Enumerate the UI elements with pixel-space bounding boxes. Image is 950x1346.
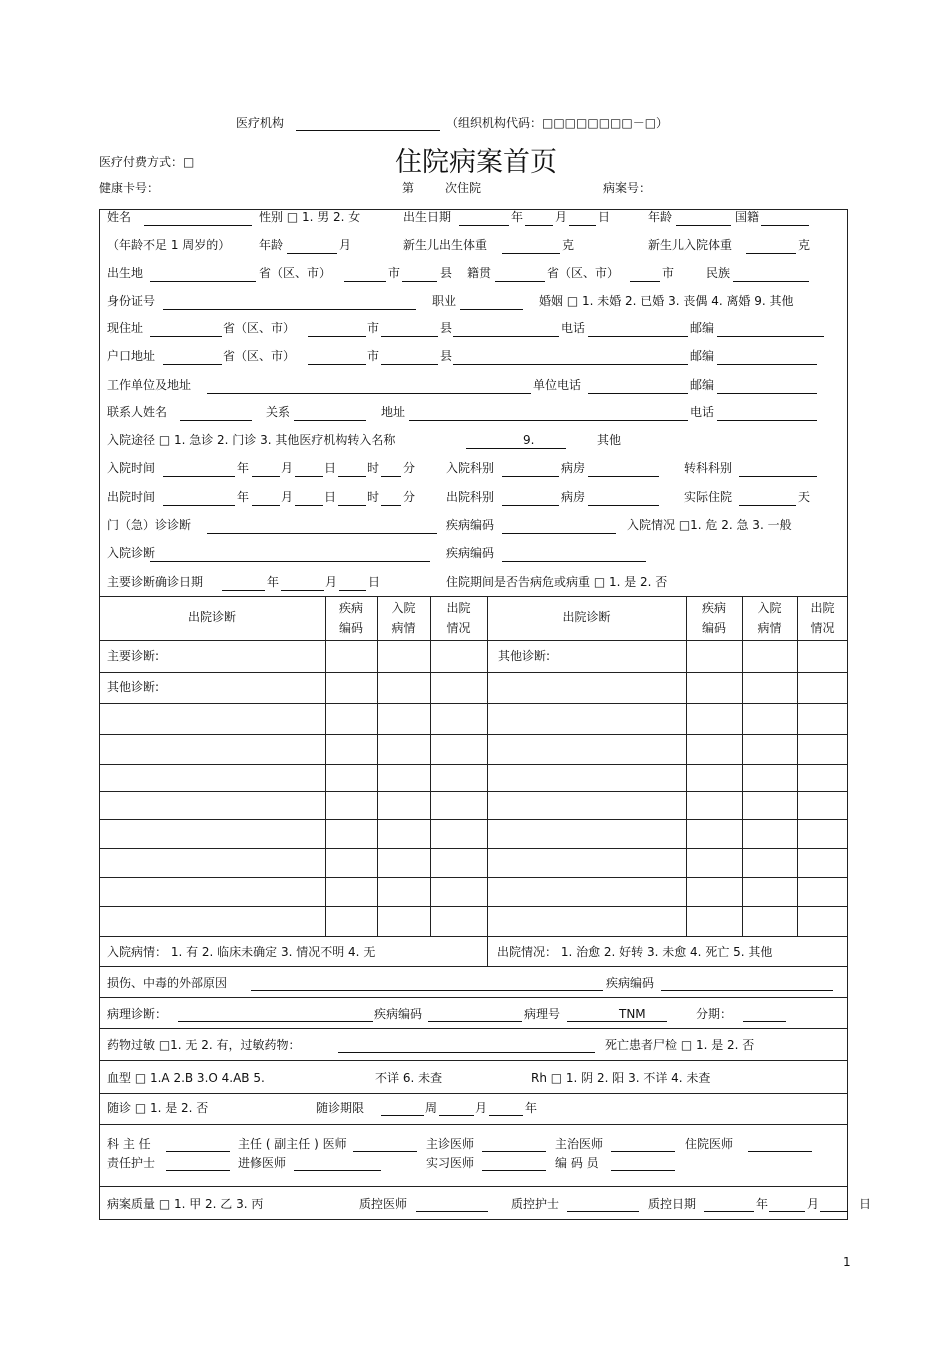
section-divider	[99, 1028, 848, 1029]
injury-code-label: 疾病编码	[606, 976, 655, 990]
table-bottom-line	[99, 966, 848, 967]
hukou-detail-field[interactable]	[453, 364, 688, 365]
discharge-dept-label: 出院科别	[446, 490, 495, 504]
main-dx-day-field[interactable]	[339, 590, 366, 591]
year-unit5: 年	[267, 575, 280, 589]
out-status-legend: 出院情况： 1. 治愈 2. 好转 3. 未愈 4. 死亡 5. 其他	[497, 945, 773, 959]
marital-options[interactable]: 婚姻 □ 1. 未婚 2. 已婚 3. 丧偶 4. 离婚 9. 其他	[539, 294, 794, 308]
contact-address-label: 地址	[381, 405, 406, 419]
rh-options[interactable]: Rh □ 1. 阴 2. 阳 3. 不详 4. 未查	[531, 1071, 711, 1085]
hour-unit: 时	[367, 461, 380, 475]
day-unit: 日	[598, 210, 611, 224]
address-province-field[interactable]	[150, 336, 222, 337]
hukou-county-field[interactable]	[381, 364, 438, 365]
health-card-label: 健康卡号：	[99, 181, 160, 195]
intern-physician-label: 实习医师	[426, 1156, 475, 1170]
day-unit7: 日	[859, 1197, 872, 1211]
blood-type-options[interactable]: 血型 □ 1.A 2.B 3.O 4.AB 5.	[107, 1071, 265, 1085]
attending-physician-label: 主诊医师	[426, 1137, 475, 1151]
current-address-label: 现住址	[107, 321, 144, 335]
hukou-province-field[interactable]	[163, 364, 222, 365]
table-row-line	[99, 672, 848, 673]
blood-type-unknown: 不详 6. 未查	[375, 1071, 443, 1085]
dept-head-label: 科 主 任	[107, 1137, 151, 1151]
address-detail-field[interactable]	[453, 336, 559, 337]
main-dx-month-field[interactable]	[281, 590, 324, 591]
critical-options[interactable]: 住院期间是否告病危或病重 □ 1. 是 2. 否	[446, 575, 668, 589]
discharge-dept-field[interactable]	[502, 505, 559, 506]
year-unit3: 年	[237, 461, 250, 475]
main-dx-cell[interactable]: 主要诊断:	[107, 649, 160, 663]
table-row-line	[99, 764, 848, 765]
col-header-admit-status: 入院	[391, 601, 416, 615]
institution-label: 医疗机构	[236, 116, 285, 130]
attending-physician-field[interactable]	[482, 1151, 546, 1152]
record-quality-options[interactable]: 病案质量 □ 1. 甲 2. 乙 3. 丙	[107, 1197, 264, 1211]
month-unit5: 月	[325, 575, 338, 589]
intern-physician-field[interactable]	[482, 1170, 546, 1171]
follow-up-months-field[interactable]	[439, 1115, 474, 1116]
main-dx-year-field[interactable]	[222, 590, 265, 591]
birth-city-field[interactable]	[344, 281, 386, 282]
pathology-code-field[interactable]	[428, 1021, 522, 1022]
chief-physician-field[interactable]	[353, 1151, 417, 1152]
work-unit-label: 工作单位及地址	[107, 378, 192, 392]
age-label: 年龄	[648, 210, 673, 224]
postcode-label2: 邮编	[690, 349, 715, 363]
injury-cause-label: 损伤、中毒的外部原因	[107, 976, 228, 990]
qc-month-field[interactable]	[769, 1211, 805, 1212]
follow-up-options[interactable]: 随诊 □ 1. 是 2. 否	[107, 1101, 209, 1115]
contact-address-field[interactable]	[409, 420, 688, 421]
dept-head-field[interactable]	[166, 1151, 230, 1152]
col-header-discharge-dx-right: 出院诊断	[562, 610, 611, 624]
admit-day-field[interactable]	[295, 476, 323, 477]
admit-dx-label: 入院诊断	[107, 546, 156, 560]
discharge-ward-field[interactable]	[588, 505, 659, 506]
route-option-9: 9.	[523, 433, 535, 447]
qc-date-label: 质控日期	[648, 1197, 697, 1211]
city-label: 市	[388, 266, 401, 280]
admit-year-field[interactable]	[163, 476, 235, 477]
contact-name-label: 联系人姓名	[107, 405, 168, 419]
admit-dept-field[interactable]	[502, 476, 559, 477]
follow-up-years-field[interactable]	[489, 1115, 523, 1116]
birthplace-field[interactable]	[150, 281, 256, 282]
ward-label2: 病房	[561, 490, 586, 504]
nationality-field[interactable]	[761, 225, 809, 226]
outpatient-dx-field[interactable]	[207, 533, 437, 534]
day-unit4: 日	[324, 490, 337, 504]
ethnicity-label: 民族	[706, 266, 731, 280]
col-header-code: 编码	[338, 621, 363, 635]
minute-unit2: 分	[403, 490, 416, 504]
admit-dx-code-field[interactable]	[502, 561, 646, 562]
payment-method[interactable]: 医疗付费方式：□	[99, 155, 195, 169]
qc-nurse-label: 质控护士	[511, 1197, 560, 1211]
responsible-nurse-field[interactable]	[166, 1170, 230, 1171]
age-field[interactable]	[676, 225, 731, 226]
contact-phone-field[interactable]	[717, 420, 817, 421]
table-row-line	[99, 703, 848, 704]
year-unit4: 年	[237, 490, 250, 504]
province-label2: 省（区、市）	[547, 266, 620, 280]
newborn-birth-weight-label: 新生儿出生体重	[403, 238, 488, 252]
province-label3: 省（区、市）	[223, 321, 296, 335]
page-number: 1	[843, 1255, 851, 1269]
table-col-line	[487, 596, 488, 966]
admit-time-label: 入院时间	[107, 461, 156, 475]
transfer-institution-field[interactable]	[466, 448, 566, 449]
other-dx-cell[interactable]: 其他诊断:	[107, 680, 160, 694]
day-count-unit: 天	[798, 490, 811, 504]
year-unit7: 年	[756, 1197, 769, 1211]
col-header-code-right: 疾病	[701, 601, 726, 615]
responsible-nurse-label: 责任护士	[107, 1156, 156, 1170]
form-border	[99, 209, 848, 1220]
other-dx-cell-right[interactable]: 其他诊断:	[498, 649, 551, 663]
injury-cause-field[interactable]	[251, 990, 603, 991]
outpatient-dx-label: 门（急）诊诊断	[107, 518, 192, 532]
sex-options[interactable]: 性别 □ 1. 男 2. 女	[259, 210, 361, 224]
work-phone-field[interactable]	[588, 393, 688, 394]
discharge-minute-field[interactable]	[381, 505, 401, 506]
pathology-number-field[interactable]	[567, 1021, 667, 1022]
month-unit6: 月	[475, 1101, 488, 1115]
ethnicity-field[interactable]	[733, 281, 809, 282]
qc-doctor-field[interactable]	[416, 1211, 488, 1212]
qc-nurse-field[interactable]	[567, 1211, 639, 1212]
allergy-drug-field[interactable]	[338, 1052, 595, 1053]
visiting-physician-label: 进修医师	[238, 1156, 287, 1170]
contact-name-field[interactable]	[180, 420, 252, 421]
admit-status-legend: 入院病情： 1. 有 2. 临床未确定 3. 情况不明 4. 无	[107, 945, 376, 959]
org-code-label: （组织机构代码：□□□□□□□□－□）	[446, 116, 669, 130]
admit-hour-field[interactable]	[338, 476, 366, 477]
col-header-admit-status-right: 病情	[757, 621, 782, 635]
section-divider	[99, 1093, 848, 1094]
table-col-line	[686, 596, 687, 936]
discharge-hour-field[interactable]	[338, 505, 366, 506]
month-unit4: 月	[281, 490, 294, 504]
admit-month-field[interactable]	[252, 476, 280, 477]
ward-label: 病房	[561, 461, 586, 475]
admit-condition-options[interactable]: 入院情况 □1. 危 2. 急 3. 一般	[627, 518, 792, 532]
col-header-out-status: 出院	[446, 601, 471, 615]
admission-route-options[interactable]: 入院途径 □ 1. 急诊 2. 门诊 3. 其他医疗机构转入名称	[107, 433, 396, 447]
section-divider	[99, 1186, 848, 1187]
dx-code-label2: 疾病编码	[446, 546, 495, 560]
table-row-line	[99, 819, 848, 820]
transfer-dept-field[interactable]	[739, 476, 817, 477]
birthplace-label: 出生地	[107, 266, 144, 280]
col-header-code: 疾病	[338, 601, 363, 615]
postcode-field[interactable]	[717, 336, 824, 337]
dx-code-label: 疾病编码	[446, 518, 495, 532]
col-header-discharge-dx: 出院诊断	[187, 610, 236, 624]
discharge-month-field[interactable]	[252, 505, 280, 506]
discharge-year-field[interactable]	[163, 505, 235, 506]
week-unit: 周	[425, 1101, 438, 1115]
address-city-field[interactable]	[308, 336, 366, 337]
newborn-admit-weight-label: 新生儿入院体重	[648, 238, 733, 252]
resident-physician-label: 住院医师	[685, 1137, 734, 1151]
month-unit7: 月	[807, 1197, 820, 1211]
follow-up-limit-label: 随诊期限	[316, 1101, 365, 1115]
table-col-line	[325, 596, 326, 936]
col-header-out-status: 情况	[446, 621, 471, 635]
relation-label: 关系	[266, 405, 291, 419]
hukou-city-field[interactable]	[308, 364, 366, 365]
chief-physician-label: 主任 ( 副主任 ) 医师	[238, 1137, 347, 1151]
id-number-label: 身份证号	[107, 294, 156, 308]
transfer-dept-label: 转科科别	[684, 461, 733, 475]
day-unit5: 日	[368, 575, 381, 589]
table-col-line	[797, 596, 798, 936]
newborn-admit-weight-field[interactable]	[746, 253, 796, 254]
table-row-line	[99, 734, 848, 735]
infant-age-label: （年龄不足 1 周岁的）	[107, 238, 231, 252]
nationality-label: 国籍	[735, 210, 760, 224]
province-label4: 省（区、市）	[223, 349, 296, 363]
name-label: 姓名	[107, 210, 132, 224]
newborn-birth-weight-field[interactable]	[502, 253, 560, 254]
birth-label: 出生日期	[403, 210, 452, 224]
coder-label: 编 码 员	[555, 1156, 599, 1170]
pathology-dx-field[interactable]	[178, 1021, 373, 1022]
native-city-field[interactable]	[630, 281, 660, 282]
qc-day-field[interactable]	[820, 1211, 848, 1212]
actual-stay-label: 实际住院	[684, 490, 733, 504]
year-unit6: 年	[525, 1101, 538, 1115]
occupation-label: 职业	[432, 294, 457, 308]
page-title: 住院病案首页	[395, 147, 557, 178]
col-header-admit-status-right: 入院	[757, 601, 782, 615]
pathology-dx-label: 病理诊断：	[107, 1007, 168, 1021]
day-unit3: 日	[324, 461, 337, 475]
col-header-code-right: 编码	[701, 621, 726, 635]
admission-count-prefix: 第	[402, 181, 415, 195]
gram-unit: 克	[562, 238, 575, 252]
stage-label: 分期：	[696, 1007, 733, 1021]
work-postcode-field[interactable]	[717, 393, 817, 394]
native-place-label: 籍贯	[467, 266, 492, 280]
work-unit-field[interactable]	[207, 393, 531, 394]
id-number-field[interactable]	[163, 309, 416, 310]
province-label: 省（区、市）	[259, 266, 332, 280]
col-header-out-status-right: 出院	[810, 601, 835, 615]
table-col-line	[377, 596, 378, 936]
discharge-time-label: 出院时间	[107, 490, 156, 504]
occupation-field[interactable]	[460, 309, 523, 310]
qc-year-field[interactable]	[704, 1211, 754, 1212]
contact-phone-label: 电话	[690, 405, 715, 419]
injury-code-field[interactable]	[661, 990, 833, 991]
admit-dx-field[interactable]	[150, 561, 430, 562]
year-unit: 年	[511, 210, 524, 224]
attending-doctor-field[interactable]	[611, 1151, 675, 1152]
table-col-line	[430, 596, 431, 936]
county-label: 县	[440, 266, 453, 280]
col-header-out-status-right: 情况	[810, 621, 835, 635]
month-unit: 月	[555, 210, 568, 224]
attending-doctor-label: 主治医师	[555, 1137, 604, 1151]
hukou-address-label: 户口地址	[107, 349, 156, 363]
table-row-line	[99, 791, 848, 792]
institution-field[interactable]	[296, 130, 440, 131]
hukou-postcode-field[interactable]	[717, 364, 817, 365]
native-province-field[interactable]	[495, 281, 545, 282]
admission-count-suffix: 次住院	[445, 181, 482, 195]
birth-county-field[interactable]	[402, 281, 437, 282]
qc-doctor-label: 质控医师	[359, 1197, 408, 1211]
birth-day-field[interactable]	[569, 225, 596, 226]
actual-stay-field[interactable]	[739, 505, 796, 506]
section-divider	[99, 997, 848, 998]
main-dx-date-label: 主要诊断确诊日期	[107, 575, 204, 589]
postcode-label: 邮编	[690, 321, 715, 335]
phone-label: 电话	[561, 321, 586, 335]
relation-field[interactable]	[294, 420, 366, 421]
postcode-label3: 邮编	[690, 378, 715, 392]
minute-unit: 分	[403, 461, 416, 475]
work-phone-label: 单位电话	[533, 378, 582, 392]
section-divider	[99, 1060, 848, 1061]
table-col-line	[742, 596, 743, 936]
hour-unit2: 时	[367, 490, 380, 504]
phone-field[interactable]	[588, 336, 688, 337]
visiting-physician-field[interactable]	[294, 1170, 381, 1171]
infant-age-label2: 年龄	[259, 238, 284, 252]
tnm-label: TNM	[619, 1007, 646, 1021]
pathology-code-label: 疾病编码	[374, 1007, 423, 1021]
discharge-day-field[interactable]	[295, 505, 323, 506]
month-unit2: 月	[339, 238, 352, 252]
table-top-line	[99, 596, 848, 597]
city-label2: 市	[662, 266, 675, 280]
follow-up-weeks-field[interactable]	[381, 1115, 424, 1116]
resident-physician-field[interactable]	[748, 1151, 812, 1152]
infant-age-field[interactable]	[287, 253, 337, 254]
city-label3: 市	[367, 321, 380, 335]
table-row-line	[99, 906, 848, 907]
admit-dept-label: 入院科别	[446, 461, 495, 475]
autopsy-options[interactable]: 死亡患者尸检 □ 1. 是 2. 否	[605, 1038, 755, 1052]
birth-month-field[interactable]	[525, 225, 553, 226]
table-row-line	[99, 877, 848, 878]
section-divider	[99, 1124, 848, 1125]
record-number-label: 病案号：	[603, 181, 652, 195]
county-label3: 县	[440, 321, 453, 335]
route-other-label: 其他	[597, 433, 622, 447]
month-unit3: 月	[281, 461, 294, 475]
name-field[interactable]	[144, 225, 252, 226]
county-label4: 县	[440, 349, 453, 363]
pathology-number-label: 病理号	[524, 1007, 561, 1021]
table-row-line	[99, 936, 848, 937]
birth-year-field[interactable]	[459, 225, 509, 226]
stage-field[interactable]	[743, 1021, 786, 1022]
gram-unit2: 克	[798, 238, 811, 252]
admit-ward-field[interactable]	[588, 476, 659, 477]
drug-allergy-options[interactable]: 药物过敏 □1. 无 2. 有，过敏药物：	[107, 1038, 301, 1052]
city-label4: 市	[367, 349, 380, 363]
outpatient-dx-code-field[interactable]	[502, 533, 616, 534]
coder-field[interactable]	[611, 1170, 675, 1171]
table-row-line	[99, 848, 848, 849]
table-header-line	[99, 640, 848, 641]
address-county-field[interactable]	[381, 336, 438, 337]
col-header-admit-status: 病情	[391, 621, 416, 635]
admit-minute-field[interactable]	[381, 476, 401, 477]
